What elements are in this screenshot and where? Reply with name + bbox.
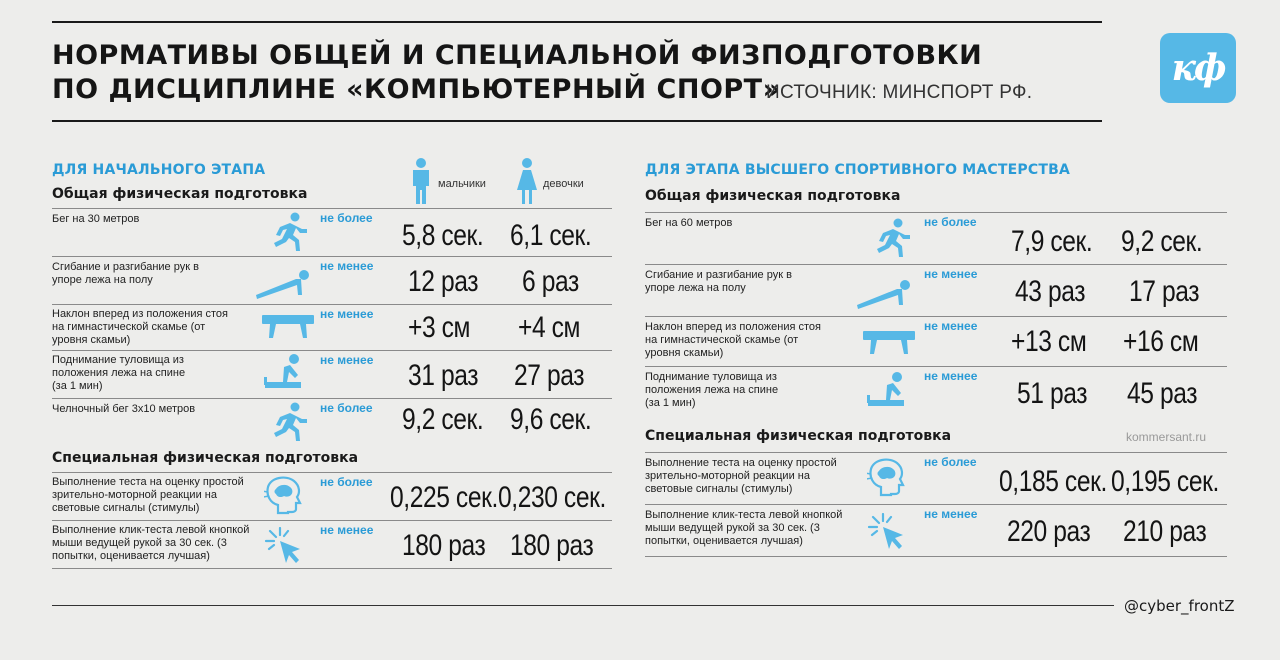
- boys-value: 9,2 сек.: [402, 403, 484, 436]
- footer-rule: [52, 605, 1114, 606]
- comparison-label: не менее: [320, 353, 374, 367]
- table-row: [52, 256, 612, 304]
- comparison-label: не более: [320, 475, 373, 489]
- row-description: Выполнение клик-теста левой кнопкой мыши ведущей рукой за 30 сек. (3 попытки, оценивается лучшая): [645, 509, 843, 547]
- left-stage-title: ДЛЯ НАЧАЛЬНОГО ЭТАПА: [52, 162, 266, 178]
- bench-icon: [863, 331, 915, 355]
- running-icon: [268, 401, 308, 441]
- left-general-heading: Общая физическая подготовка: [52, 186, 308, 202]
- cursor-click-icon: [264, 527, 304, 563]
- comparison-label: не менее: [320, 523, 374, 537]
- row-description: Выполнение теста на оценку простой зрительно-моторной реакции на световые сигналы (стимулы): [52, 476, 244, 514]
- girls-label: девочки: [543, 178, 584, 190]
- girls-value: 45 раз: [1127, 377, 1198, 410]
- girls-value: 9,6 сек.: [510, 403, 592, 436]
- cursor-click-icon: [867, 513, 907, 549]
- boys-label: мальчики: [438, 178, 486, 190]
- table-row: [645, 264, 1227, 316]
- table-row: [645, 366, 1227, 420]
- boys-value: 12 раз: [408, 265, 479, 298]
- pushup-icon: [254, 267, 314, 299]
- table-row: [52, 350, 612, 398]
- comparison-label: не менее: [320, 307, 374, 321]
- girls-value: 9,2 сек.: [1121, 225, 1203, 258]
- boys-value: 0,185 сек.: [999, 465, 1107, 498]
- boys-value: +13 см: [1011, 325, 1087, 358]
- right-stage-title: ДЛЯ ЭТАПА ВЫСШЕГО СПОРТИВНОГО МАСТЕРСТВА: [645, 162, 1070, 178]
- table-row: [645, 212, 1227, 264]
- boys-value: 180 раз: [402, 529, 486, 562]
- boys-value: 0,225 сек.: [390, 481, 498, 514]
- page-title-line2: ПО ДИСЦИПЛИНЕ «КОМПЬЮТЕРНЫЙ СПОРТ»: [52, 74, 781, 105]
- page-title-line1: НОРМАТИВЫ ОБЩЕЙ И СПЕЦИАЛЬНОЙ ФИЗПОДГОТОВКИ: [52, 40, 983, 71]
- girls-value: 0,195 сек.: [1111, 465, 1219, 498]
- girls-value: 210 раз: [1123, 515, 1207, 548]
- right-special-heading: Специальная физическая подготовка: [645, 428, 952, 444]
- comparison-label: не более: [320, 211, 373, 225]
- comparison-label: не менее: [924, 267, 978, 281]
- girls-value: 180 раз: [510, 529, 594, 562]
- comparison-label: не более: [924, 215, 977, 229]
- boy-icon: [408, 157, 434, 205]
- row-description: Бег на 30 метров: [52, 213, 140, 225]
- table-row: [52, 398, 612, 444]
- header-bottom-rule: [52, 120, 1102, 122]
- girls-value: 17 раз: [1129, 275, 1200, 308]
- table-row: [645, 316, 1227, 366]
- girls-value: +4 см: [518, 311, 581, 344]
- pushup-icon: [855, 277, 915, 309]
- author-handle: @cyber_frontZ: [1124, 597, 1235, 615]
- table-row: [52, 208, 612, 256]
- row-description: Сгибание и разгибание рук в упоре лежа на полу: [52, 261, 199, 286]
- running-icon: [268, 211, 308, 251]
- table-row: [52, 520, 612, 568]
- boys-value: 31 раз: [408, 359, 479, 392]
- table-row: [52, 472, 612, 520]
- right-general-heading: Общая физическая подготовка: [645, 188, 901, 204]
- row-description: Выполнение клик-теста левой кнопкой мыши ведущей рукой за 30 сек. (3 попытки, оценивается лучшая): [52, 524, 250, 562]
- right-table-bottom-rule: [645, 556, 1227, 557]
- girls-value: 6 раз: [522, 265, 579, 298]
- brain-icon: [264, 475, 308, 515]
- girls-value: 27 раз: [514, 359, 585, 392]
- situp-icon: [262, 353, 306, 393]
- situp-icon: [865, 371, 909, 411]
- row-description: Сгибание и разгибание рук в упоре лежа на полу: [645, 269, 792, 294]
- boys-value: 5,8 сек.: [402, 219, 484, 252]
- boys-value: 51 раз: [1017, 377, 1088, 410]
- row-description: Челночный бег 3x10 метров: [52, 403, 196, 415]
- kf-logo: кф: [1160, 33, 1236, 103]
- girls-value: 0,230 сек.: [498, 481, 606, 514]
- girls-value: 6,1 сек.: [510, 219, 592, 252]
- running-icon: [871, 217, 911, 257]
- boys-value: 7,9 сек.: [1011, 225, 1093, 258]
- row-description: Бег на 60 метров: [645, 217, 733, 229]
- table-row: [645, 452, 1227, 504]
- left-special-heading: Специальная физическая подготовка: [52, 450, 359, 466]
- row-description: Поднимание туловища из положения лежа на спине (за 1 мин): [645, 371, 779, 409]
- top-rule: [52, 21, 1102, 23]
- comparison-label: не менее: [924, 507, 978, 521]
- girls-value: +16 см: [1123, 325, 1199, 358]
- comparison-label: не более: [320, 401, 373, 415]
- table-row: [52, 304, 612, 350]
- left-table-bottom-rule: [52, 568, 612, 569]
- boys-value: 220 раз: [1007, 515, 1091, 548]
- girl-icon: [514, 157, 540, 205]
- boys-value: 43 раз: [1015, 275, 1086, 308]
- row-description: Наклон вперед из положения стоя на гимнастической скамье (от уровня скамьи): [645, 321, 821, 359]
- source-credit: kommersant.ru: [1126, 430, 1207, 444]
- bench-icon: [262, 315, 314, 339]
- table-row: [645, 504, 1227, 556]
- row-description: Наклон вперед из положения стоя на гимнастической скамье (от уровня скамьи): [52, 308, 228, 346]
- brain-icon: [867, 457, 911, 497]
- comparison-label: не менее: [924, 369, 978, 383]
- row-description: Выполнение теста на оценку простой зрительно-моторной реакции на световые сигналы (стимулы): [645, 457, 837, 495]
- boys-value: +3 см: [408, 311, 471, 344]
- comparison-label: не менее: [320, 259, 374, 273]
- comparison-label: не более: [924, 455, 977, 469]
- row-description: Поднимание туловища из положения лежа на спине (за 1 мин): [52, 354, 186, 392]
- source-note: ИСТОЧНИК: МИНСПОРТ РФ.: [766, 82, 1033, 103]
- comparison-label: не менее: [924, 319, 978, 333]
